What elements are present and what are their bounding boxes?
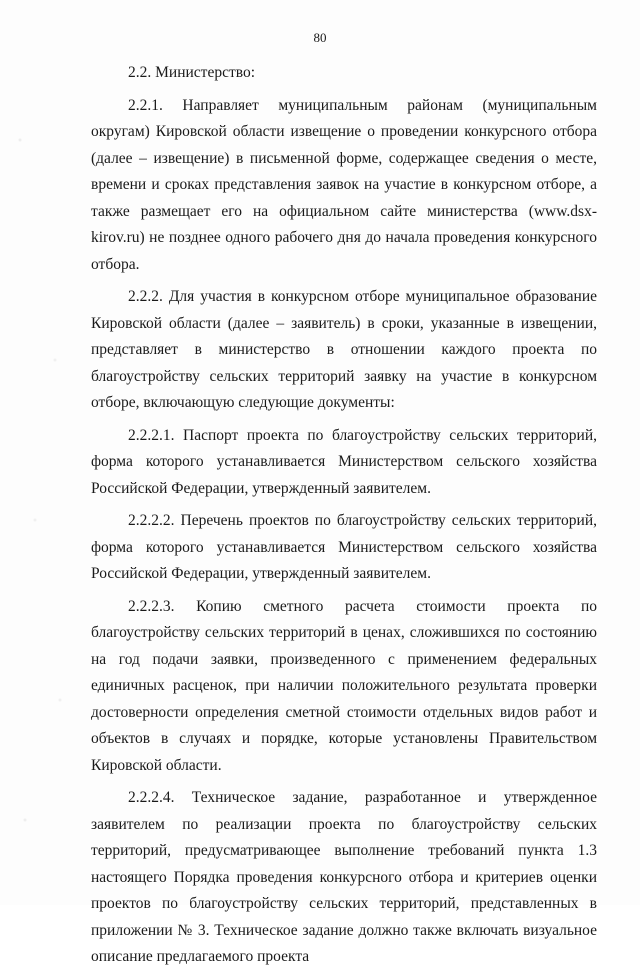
paragraph-2-2-2-1: 2.2.2.1. Паспорт проекта по благоустройству сельских территорий, форма которого устанавливается Министерством сельского хозяйства Российской Федерации, утвержденный заявителем. <box>91 426 597 497</box>
document-body <box>91 60 597 971</box>
page-number: 80 <box>313 30 327 45</box>
section-heading: 2.2. Министерство: <box>128 64 255 81</box>
paragraph-2-2-1: 2.2.1. Направляет муниципальным районам (муниципальным округам) Кировской области извещение о проведении конкурсного отбора (далее – извещение) в письменной форме, содержащее сведения о месте, времени и сроках представления заявок на участие в конкурсном отборе, а также размещает его на официальном сайте министерства (www.dsx-kirov.ru) не позднее одного рабочего дня до начала проведения конкурсного отбора. <box>91 96 597 273</box>
paragraph-2-2-2-2: 2.2.2.2. Перечень проектов по благоустройству сельских территорий, форма которого устанавливается Министерством сельского хозяйства Российской Федерации, утвержденный заявителем. <box>91 512 597 582</box>
scan-noise <box>0 0 85 905</box>
paragraph-2-2-2: 2.2.2. Для участия в конкурсном отборе муниципальное образование Кировской области (далее – заявитель) в сроки, указанные в извещении, представляет в министерство в отношении каждого проекта по благоустройству сельских территорий заявку на участие в конкурсном отборе, включающую следующие документы: <box>91 288 597 411</box>
paragraph-2-2-2-4: 2.2.2.4. Техническое задание, разработанное и утвержденное заявителем по реализации проекта по благоустройству сельских территорий, предусматривающее выполнение требований пункта 1.3 настоящего Порядка проведения конкурсного отбора и критериев оценки проектов по благоустройству сельских территорий, представленных в приложении № 3. Техническое задание должно также включать визуальное описание предлагаемого проекта <box>91 789 597 965</box>
paragraph-2-2-2-3: 2.2.2.3. Копию сметного расчета стоимости проекта по благоустройству сельских территорий в ценах, сложившихся по состоянию на год подачи заявки, произведенного с применением федеральных единичных расценок, при наличии положительного результата проверки достоверности определения сметной стоимости отдельных видов работ и объектов в случаях и порядке, которые установлены Правительством Кировской области. <box>91 597 597 774</box>
